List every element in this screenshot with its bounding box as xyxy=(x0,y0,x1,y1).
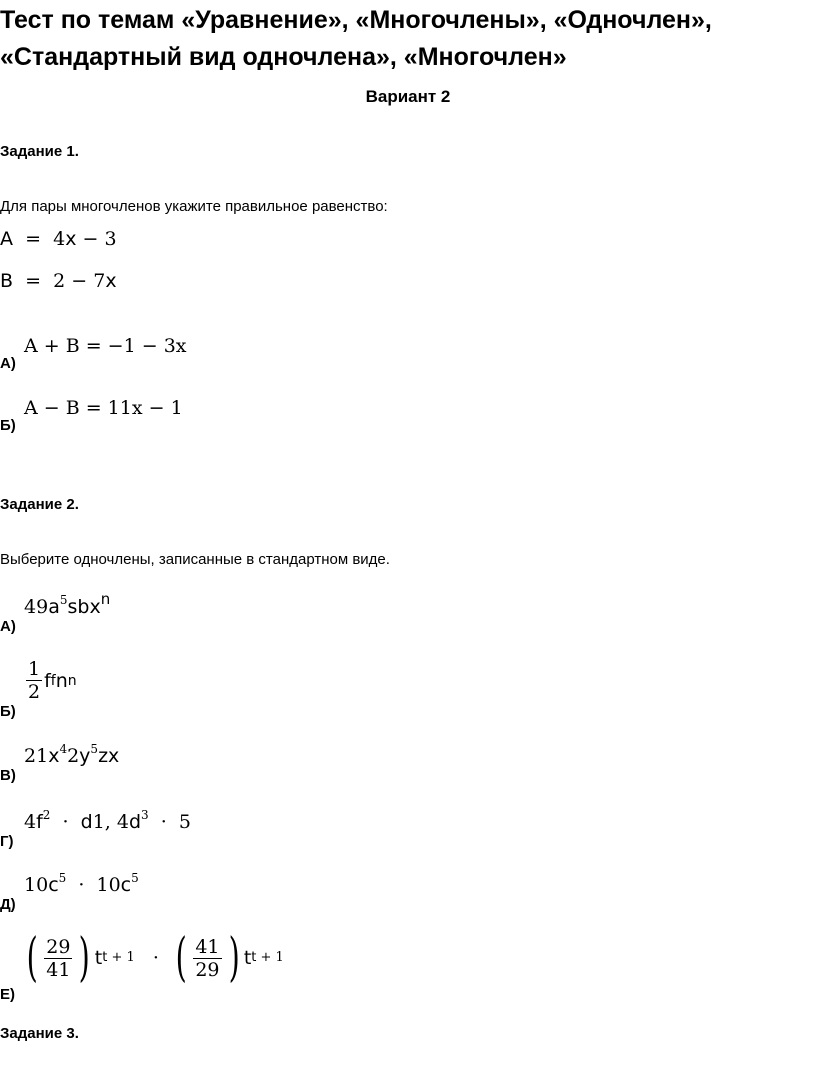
poly-b-definition: B = 2 − 7x xyxy=(0,270,117,292)
task1-heading: Задание 1. xyxy=(0,143,79,160)
task1-option-a-label[interactable]: А) xyxy=(0,355,16,372)
poly-a-definition: A = 4x − 3 xyxy=(0,228,117,250)
task2-option-v-label[interactable]: В) xyxy=(0,767,16,784)
task2-option-e-label[interactable]: Е) xyxy=(0,986,15,1003)
task1-option-a-expr: A + B = −1 − 3x xyxy=(24,335,187,357)
task1-prompt: Для пары многочленов укажите правильное равенство: xyxy=(0,198,388,215)
task3-heading: Задание 3. xyxy=(0,1025,79,1042)
variant-heading: Вариант 2 xyxy=(365,87,451,106)
task2-option-e-expr: ( $\frac{29}{41}$ ) t t + 1 · ( $\frac{41}{29}$ ) t t + 1 xyxy=(26,928,284,988)
task2-heading: Задание 2. xyxy=(0,496,79,513)
task2-option-a-expr: $49a^5sbx^n$ xyxy=(24,590,111,618)
task1-option-b-label[interactable]: Б) xyxy=(0,417,16,434)
task2-option-b-label[interactable]: Б) xyxy=(0,703,16,720)
task2-option-a-label[interactable]: А) xyxy=(0,618,16,635)
task2-option-d-label[interactable]: Д) xyxy=(0,896,16,913)
task2-option-v-expr: $21x^42y^5zx$ xyxy=(24,742,120,767)
task2-prompt: Выберите одночлены, записанные в стандартном виде. xyxy=(0,551,390,568)
task2-option-g-expr: $4f^2 \cdot d1$, $4d^3 \cdot 5$ xyxy=(24,808,191,833)
task2-option-b-expr: $\frac{1}{2}$ f f n n xyxy=(28,658,77,703)
task2-option-d-expr: $10c^5 \cdot 10c^5$ xyxy=(24,871,139,896)
task1-option-b-expr: A − B = 11x − 1 xyxy=(24,397,183,419)
task2-option-g-label[interactable]: Г) xyxy=(0,833,14,850)
page-title: Тест по темам «Уравнение», «Многочлены», «Одночлен», «Стандартный вид одночлена», «Многочлен» xyxy=(0,6,712,71)
